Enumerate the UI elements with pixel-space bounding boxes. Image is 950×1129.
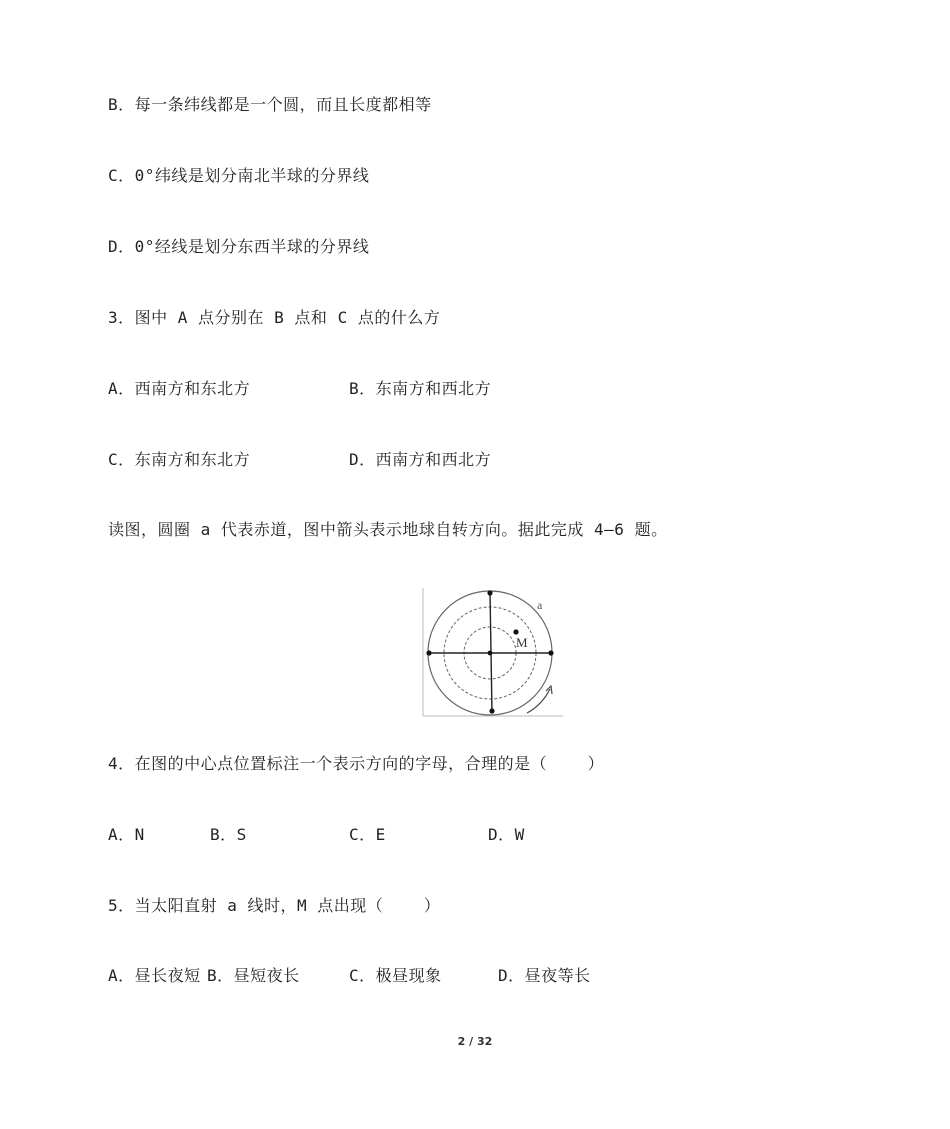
label-m: M <box>516 635 528 650</box>
q2-option-b: B．每一条纬线都是一个圆，而且长度都相等 <box>108 95 432 114</box>
equator-figure <box>420 585 565 720</box>
q3-option-d: D．西南方和西北方 <box>349 450 492 469</box>
q5-question: 5．当太阳直射 a 线时，M 点出现（ ） <box>108 896 441 915</box>
dot-left <box>426 650 431 655</box>
label-a: a <box>537 598 543 612</box>
dot-top <box>487 590 492 595</box>
q2-option-c: C．0°纬线是划分南北半球的分界线 <box>108 166 370 185</box>
q5-option-b: B．昼短夜长 <box>207 966 300 985</box>
q3-option-b: B．东南方和西北方 <box>349 379 492 398</box>
intro-text: 读图，圆圈 a 代表赤道，图中箭头表示地球自转方向。据此完成 4—6 题。 <box>108 520 668 539</box>
q5-option-d: D．昼夜等长 <box>498 966 591 985</box>
q5-option-a: A．昼长夜短 <box>108 966 201 985</box>
q3-question: 3．图中 A 点分别在 B 点和 C 点的什么方 <box>108 308 441 327</box>
q3-option-c: C．东南方和东北方 <box>108 450 251 469</box>
q5-option-c: C．极昼现象 <box>349 966 442 985</box>
rotation-arrow-line <box>527 689 550 713</box>
page-number: 2 / 32 <box>457 1035 493 1048</box>
point-m <box>513 629 518 634</box>
q4-option-a: A．N <box>108 825 145 844</box>
q4-option-c: C．E <box>349 825 386 844</box>
q2-option-d: D．0°经线是划分东西半球的分界线 <box>108 237 370 256</box>
dot-bottom <box>489 708 494 713</box>
q4-question: 4．在图的中心点位置标注一个表示方向的字母，合理的是（ ） <box>108 754 605 773</box>
dot-right <box>548 650 553 655</box>
q4-option-b: B．S <box>210 825 247 844</box>
q3-option-a: A．西南方和东北方 <box>108 379 251 398</box>
dot-center <box>488 651 493 656</box>
q4-option-d: D．W <box>488 825 525 844</box>
